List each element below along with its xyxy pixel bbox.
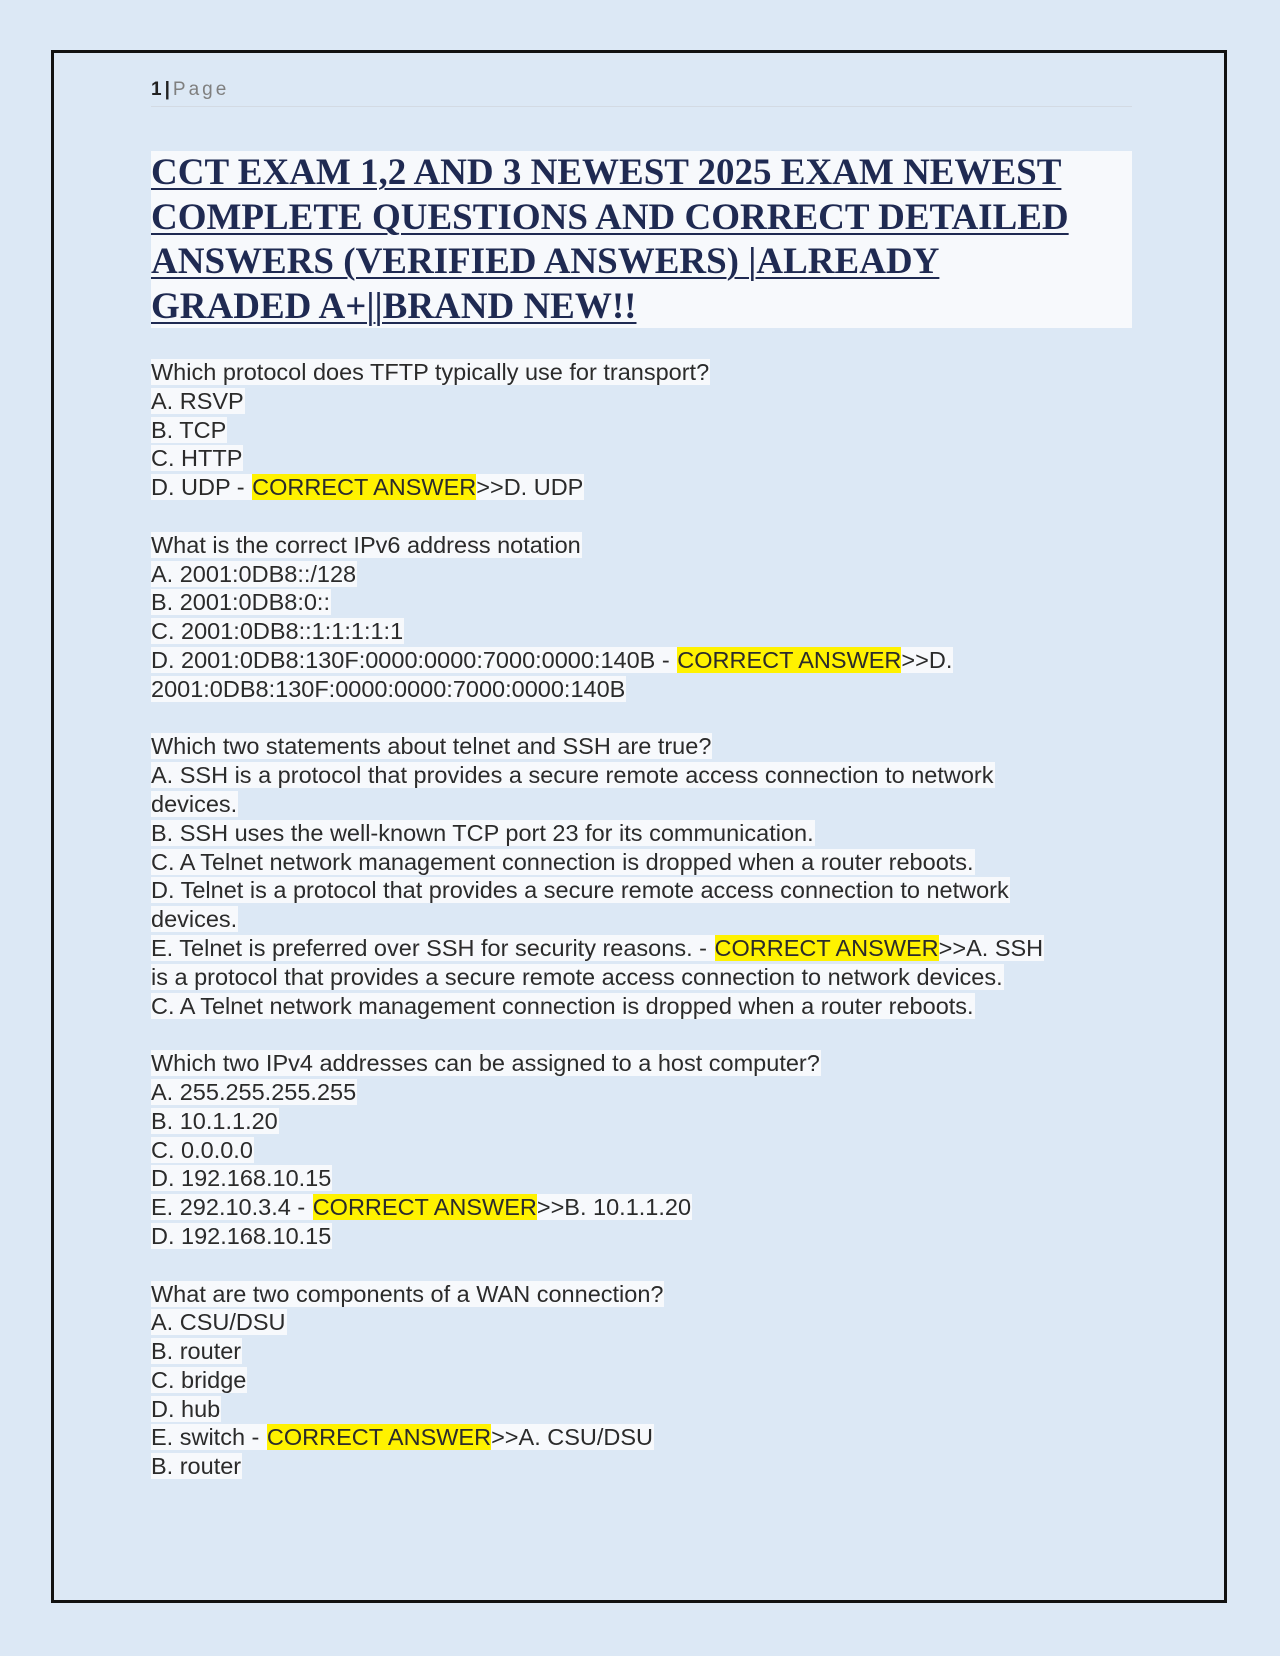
question-block	[151, 732, 1131, 1020]
correct-answer-label: CORRECT ANSWER	[312, 1194, 537, 1221]
option-text: D. Telnet is a protocol that provides a secure remote access connection to network	[151, 877, 1009, 904]
page-separator: |	[164, 79, 170, 100]
answer-text: >>A. SSH	[938, 934, 1044, 961]
option-text: B. 10.1.1.20	[151, 1107, 278, 1134]
answer-text: B. router	[151, 1453, 242, 1480]
answer-text: is a protocol that provides a secure remote access connection to network devices.	[151, 963, 1003, 990]
option-text: A. SSH is a protocol that provides a secure remote access connection to network	[151, 762, 994, 789]
correct-answer-label: CORRECT ANSWER	[266, 1424, 492, 1451]
document-title-block	[151, 151, 1132, 328]
option-text: D. 192.168.10.15	[151, 1165, 332, 1192]
option-text: E. switch -	[151, 1424, 266, 1451]
option-text: A. RSVP	[151, 387, 244, 414]
questions-list	[151, 358, 1131, 1510]
answer-text: >>D. UDP	[476, 474, 584, 501]
answer-text: C. A Telnet network management connection is dropped when a router reboots.	[151, 992, 974, 1019]
title-line: CCT EXAM 1,2 AND 3 NEWEST 2025 EXAM NEWEST	[151, 152, 1062, 193]
option-text: B. SSH uses the well-known TCP port 23 for its communication.	[151, 819, 814, 846]
option-text: D. 2001:0DB8:130F:0000:0000:7000:0000:140B -	[151, 646, 677, 673]
answer-text: 2001:0DB8:130F:0000:0000:7000:0000:140B	[151, 675, 626, 702]
correct-answer-label: CORRECT ANSWER	[714, 934, 939, 961]
question-text: What is the correct IPv6 address notation	[151, 531, 581, 558]
answer-text: >>D.	[901, 646, 953, 673]
option-text: A. 2001:0DB8::/128	[151, 560, 357, 587]
page-header	[151, 78, 1132, 107]
option-text: C. 2001:0DB8::1:1:1:1:1	[151, 618, 404, 645]
option-text: C. HTTP	[151, 445, 243, 472]
page-word: Page	[172, 79, 230, 100]
answer-text: >>B. 10.1.1.20	[536, 1194, 692, 1221]
option-text: C. A Telnet network management connection is dropped when a router reboots.	[151, 848, 974, 875]
option-text: B. 2001:0DB8:0::	[151, 589, 330, 616]
question-block	[151, 531, 1131, 704]
title-line: ANSWERS (VERIFIED ANSWERS) |ALREADY	[151, 241, 940, 282]
option-text: A. 255.255.255.255	[151, 1078, 357, 1105]
title-line: GRADED A+||BRAND NEW!!	[151, 285, 637, 327]
option-text: B. TCP	[151, 416, 227, 443]
question-text: Which protocol does TFTP typically use for transport?	[151, 359, 710, 385]
title-line: COMPLETE QUESTIONS AND CORRECT DETAILED	[151, 196, 1069, 238]
answer-text: >>A. CSU/DSU	[491, 1424, 654, 1451]
option-text: devices.	[151, 790, 238, 817]
option-text: E. Telnet is preferred over SSH for security reasons. -	[151, 934, 714, 961]
option-text: C. bridge	[151, 1366, 247, 1393]
option-text: C. 0.0.0.0	[151, 1136, 253, 1163]
question-text: Which two statements about telnet and SSH are true?	[151, 733, 712, 760]
option-text: E. 292.10.3.4 -	[151, 1194, 312, 1221]
question-block	[151, 358, 1131, 502]
option-text: D. UDP -	[151, 474, 252, 501]
answer-text: D. 192.168.10.15	[151, 1222, 332, 1249]
option-text: D. hub	[151, 1395, 221, 1422]
option-text: A. CSU/DSU	[151, 1309, 286, 1336]
correct-answer-label: CORRECT ANSWER	[252, 474, 477, 501]
question-block	[151, 1280, 1131, 1482]
document-title	[151, 151, 1132, 329]
correct-answer-label: CORRECT ANSWER	[677, 646, 902, 673]
option-text: B. router	[151, 1338, 242, 1365]
option-text: devices.	[151, 906, 238, 933]
question-text: Which two IPv4 addresses can be assigned to a host computer?	[151, 1050, 820, 1077]
page-number: 1	[151, 79, 162, 100]
question-block	[151, 1049, 1131, 1251]
question-text: What are two components of a WAN connection?	[151, 1280, 664, 1307]
